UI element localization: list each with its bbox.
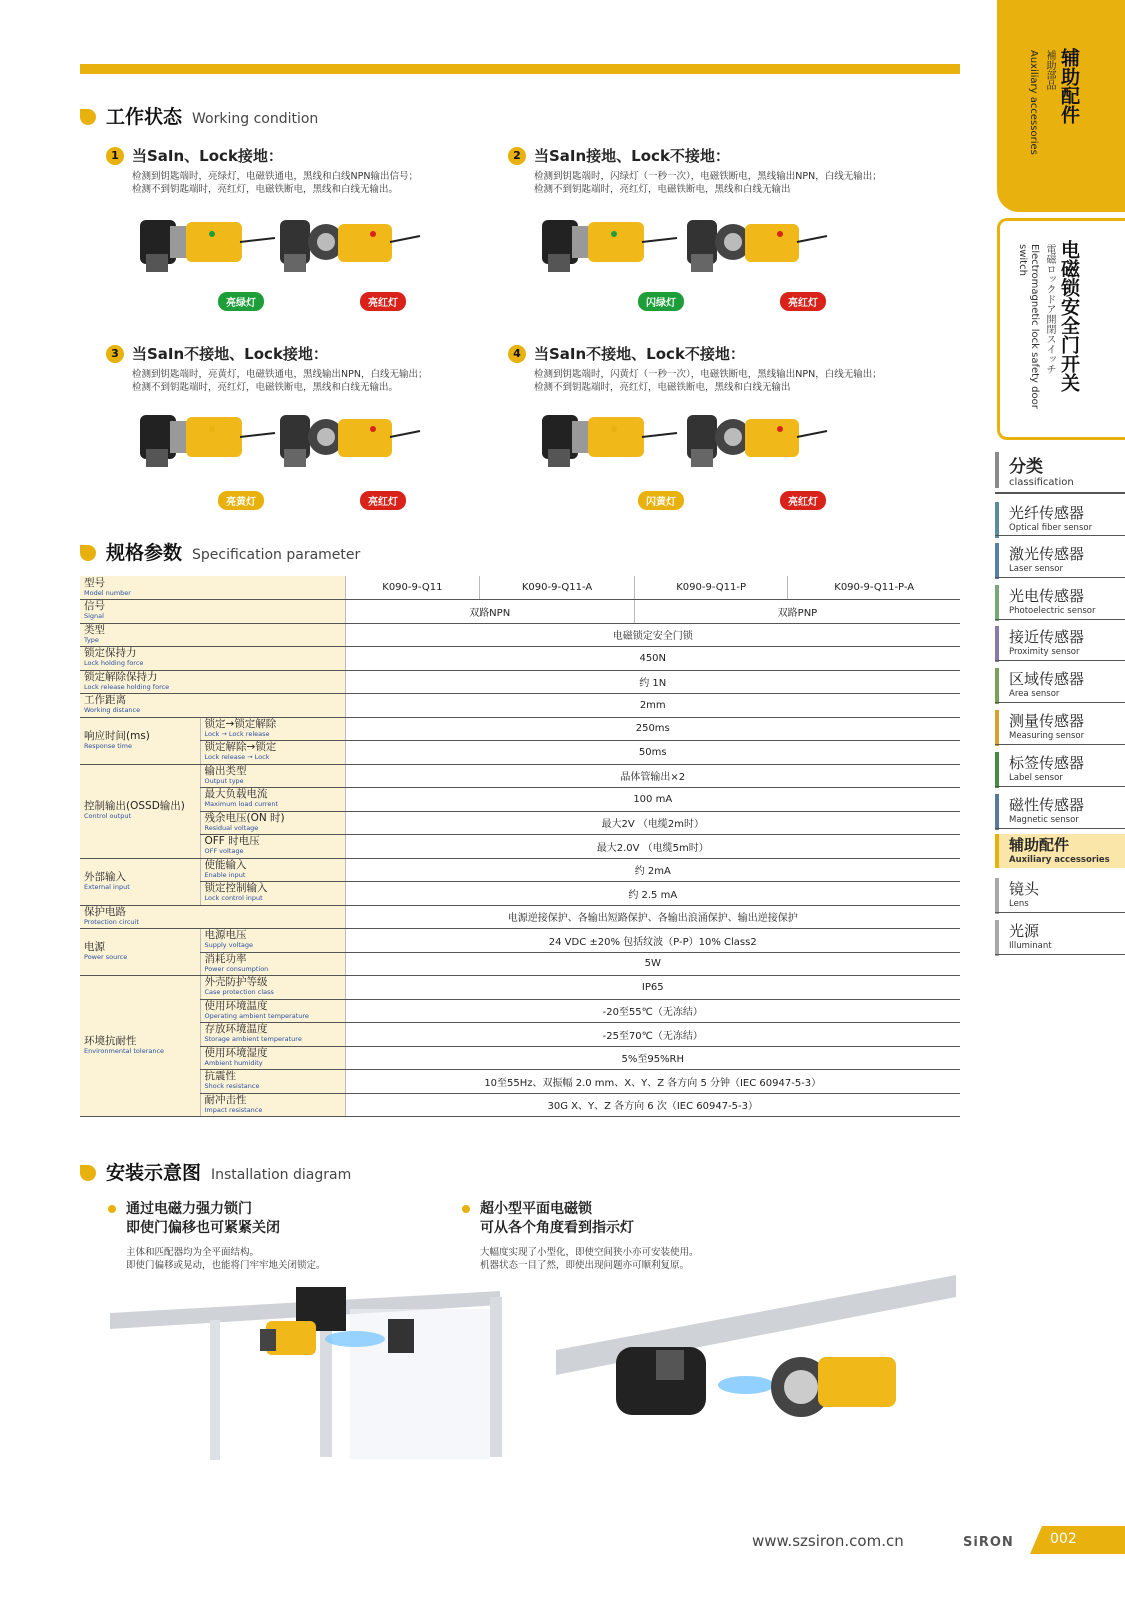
red-light-badge: 亮红灯 [780, 292, 826, 311]
sensor-image [542, 220, 677, 272]
sub-label: 最大负载电流 Maximum load current [200, 788, 345, 812]
bullet-icon [80, 545, 96, 561]
sidebar-label-en: Auxiliary accessories [1009, 855, 1110, 865]
value-cell: 最大2V （电缆2m时） [345, 811, 960, 835]
sidebar-divider [995, 912, 1125, 913]
value-cell: 双路NPN [345, 600, 634, 624]
sidebar-label-en: classification [1009, 477, 1074, 488]
sub-label: 消耗功率 Power consumption [200, 952, 345, 976]
sidebar-label-en: Magnetic sensor [1009, 815, 1079, 825]
category-tab-subtitle-jp: 補助部品 [1044, 50, 1055, 90]
sensor-image [280, 220, 420, 272]
row-label: 类型 Type [80, 623, 345, 647]
product-tab-subtitle-jp: 電磁ロックドア開閉スイッチ [1044, 244, 1055, 374]
sidebar-item-auxiliary-active[interactable] [995, 834, 1125, 868]
sidebar-item-measuring[interactable] [995, 710, 1125, 746]
step-number: 2 [508, 147, 526, 165]
green-light-badge: 亮绿灯 [218, 292, 264, 311]
sidebar-label: 光纤传感器 [1009, 504, 1085, 522]
value-cell: 10至55Hz、双振幅 2.0 mm、X、Y、Z 各方向 5 分钟（IEC 60947-5-3） [345, 1070, 960, 1094]
table-row [80, 882, 960, 906]
condition-1 [106, 145, 526, 196]
value-cell: 约 2.5 mA [345, 882, 960, 906]
sidebar-item-laser[interactable] [995, 543, 1125, 579]
table-row [80, 811, 960, 835]
sidebar-label: 激光传感器 [1009, 545, 1085, 563]
sensor-image [542, 415, 677, 467]
sidebar-divider [995, 954, 1125, 955]
value-cell: -20至55℃（无冻结） [345, 999, 960, 1023]
table-row [80, 694, 960, 718]
table-row [80, 952, 960, 976]
brand-logo: SiRON [963, 1535, 1014, 1550]
sub-label: 锁定→锁定解除 Lock → Lock release [200, 717, 345, 741]
section-title-zh: 工作状态 [106, 106, 183, 128]
value-cell: 约 1N [345, 670, 960, 694]
value-cell: IP65 [345, 976, 960, 1000]
step-number: 4 [508, 345, 526, 363]
install-heading: 通过电磁力强力锁门 [126, 1201, 252, 1217]
row-label: 锁定保持力 Lock holding force [80, 647, 345, 671]
sidebar-label: 接近传感器 [1009, 628, 1085, 646]
sidebar-label-en: Lens [1009, 899, 1029, 909]
page-number-tab [1030, 1526, 1125, 1554]
page-number: 002 [1050, 1531, 1077, 1547]
sidebar-label: 磁性传感器 [1009, 796, 1085, 814]
condition-desc: 检测到钥匙端时，亮黄灯，电磁铁通电，黑线输出NPN，白线无输出； [132, 369, 428, 380]
sidebar-label: 分类 [1009, 457, 1043, 477]
condition-desc: 检测到钥匙端时，闪黄灯（一秒一次），电磁铁断电，黑线输出NPN，白线无输出； [534, 369, 882, 380]
value-cell: 30G X、Y、Z 各方向 6 次（IEC 60947-5-3） [345, 1093, 960, 1117]
row-label: 外部输入 External input [80, 858, 200, 905]
table-row [80, 576, 960, 600]
model-cell: K090-9-Q11-P [634, 576, 788, 600]
install-desc: 即使门偏移或晃动，也能将门牢牢地关闭锁定。 [126, 1260, 326, 1271]
condition-desc: 检测到钥匙端时，闪绿灯（一秒一次），电磁铁断电，黑线输出NPN，白线无输出； [534, 171, 882, 182]
condition-title: 当SaIn不接地、Lock不接地： [534, 345, 745, 363]
category-tab-title: 辅助配件 [1058, 48, 1080, 124]
value-cell: 5%至95%RH [345, 1046, 960, 1070]
sidebar-item-magnetic[interactable] [995, 794, 1125, 830]
sub-label: 存放环境温度 Storage ambient temperature [200, 1023, 345, 1047]
model-cell: K090-9-Q11-P-A [788, 576, 960, 600]
sub-label: 耐冲击性 Impact resistance [200, 1093, 345, 1117]
condition-desc: 检测不到钥匙端时，亮红灯，电磁铁断电，黑线和白线无输出 [534, 382, 791, 393]
bullet-icon [80, 109, 96, 125]
value-cell: 450N [345, 647, 960, 671]
product-tab-title: 电磁锁安全门开关 [1058, 240, 1080, 392]
value-cell: 2mm [345, 694, 960, 718]
condition-title: 当SaIn接地、Lock不接地： [534, 147, 730, 165]
install-right-block [462, 1200, 699, 1272]
sidebar-label: 辅助配件 [1009, 836, 1070, 854]
table-row [80, 858, 960, 882]
table-row [80, 717, 960, 741]
sidebar-label: 标签传感器 [1009, 754, 1085, 772]
yellow-flash-badge: 闪黄灯 [638, 491, 684, 510]
section-title-zh: 规格参数 [106, 542, 183, 564]
table-row [80, 788, 960, 812]
condition-2 [508, 145, 948, 196]
table-row [80, 670, 960, 694]
bullet-icon [80, 1165, 96, 1181]
value-cell: 50ms [345, 741, 960, 765]
row-label: 环境抗耐性 Environmental tolerance [80, 976, 200, 1117]
install-section-title [80, 1158, 351, 1185]
sidebar-item-proximity[interactable] [995, 626, 1125, 662]
bullet-icon [462, 1205, 470, 1213]
table-row [80, 623, 960, 647]
category-tab-subtitle-en: Auxiliary accessories [1028, 50, 1039, 155]
table-row [80, 905, 960, 929]
sensor-image [687, 220, 827, 272]
sidebar-divider [995, 660, 1125, 661]
install-ceiling-image [556, 1275, 956, 1450]
table-row [80, 835, 960, 859]
condition-desc: 检测不到钥匙端时，亮红灯，电磁铁断电，黑线和白线无输出。 [132, 382, 399, 393]
row-label: 信号 Signal [80, 600, 345, 624]
install-desc: 大幅度实现了小型化，即使空间狭小亦可安装使用。 [480, 1247, 699, 1258]
spec-table [80, 576, 960, 1117]
red-light-badge: 亮红灯 [780, 491, 826, 510]
install-left-block [108, 1200, 326, 1272]
table-row [80, 600, 960, 624]
sidebar-item-illuminant[interactable] [995, 920, 1125, 956]
row-label: 型号 Model number [80, 576, 345, 600]
table-row [80, 741, 960, 765]
row-label: 锁定解除保持力 Lock release holding force [80, 670, 345, 694]
row-label: 电源 Power source [80, 929, 200, 976]
value-cell: 双路PNP [634, 600, 960, 624]
table-row [80, 999, 960, 1023]
sidebar-divider [995, 828, 1125, 829]
value-cell: 晶体管输出×2 [345, 764, 960, 788]
condition-title: 当SaIn、Lock接地： [132, 147, 283, 165]
sensor-illustrations [120, 210, 860, 500]
condition-title: 当SaIn不接地、Lock接地： [132, 345, 328, 363]
value-cell: 5W [345, 952, 960, 976]
sidebar-label-en: Laser sensor [1009, 564, 1063, 574]
sidebar-item-optical-fiber[interactable] [995, 502, 1125, 538]
row-label: 响应时间(ms) Response time [80, 717, 200, 764]
sub-label: 抗震性 Shock resistance [200, 1070, 345, 1094]
value-cell: 约 2mA [345, 858, 960, 882]
red-light-badge: 亮红灯 [360, 491, 406, 510]
condition-desc: 检测到钥匙端时，亮绿灯，电磁铁通电，黑线和白线NPN输出信号； [132, 171, 418, 182]
row-label: 控制输出(OSSD输出) Control output [80, 764, 200, 858]
table-row [80, 647, 960, 671]
value-cell: 最大2.0V （电缆5m时） [345, 835, 960, 859]
sidebar-label-en: Label sensor [1009, 773, 1063, 783]
sidebar-item-classification[interactable] [995, 452, 1125, 488]
top-accent-bar [80, 64, 960, 74]
sidebar-divider [995, 535, 1125, 536]
sidebar-item-area[interactable] [995, 668, 1125, 704]
sub-label: 电源电压 Supply voltage [200, 929, 345, 953]
working-section-title [80, 102, 318, 129]
section-title-zh: 安装示意图 [106, 1162, 202, 1184]
row-label: 保护电路 Protection circuit [80, 905, 345, 929]
sub-label: 使用环境温度 Operating ambient temperature [200, 999, 345, 1023]
section-title-en: Working condition [192, 111, 319, 127]
sub-label: 外壳防护等级 Case protection class [200, 976, 345, 1000]
model-cell: K090-9-Q11-A [480, 576, 635, 600]
sidebar-divider [995, 577, 1125, 578]
table-row [80, 929, 960, 953]
value-cell: 电磁锁定安全门锁 [345, 623, 960, 647]
sidebar-divider [995, 619, 1125, 620]
install-heading: 即使门偏移也可紧紧关闭 [126, 1220, 280, 1236]
value-cell: 250ms [345, 717, 960, 741]
row-label: 工作距离 Working distance [80, 694, 345, 718]
sidebar-item-label[interactable] [995, 752, 1125, 788]
sidebar-label: 区域传感器 [1009, 670, 1085, 688]
sidebar-divider [995, 492, 1125, 494]
step-number: 3 [106, 345, 124, 363]
sub-label: 输出类型 Output type [200, 764, 345, 788]
model-cell: K090-9-Q11 [345, 576, 480, 600]
sub-label: 残余电压(ON 时) Residual voltage [200, 811, 345, 835]
sidebar-label-en: Optical fiber sensor [1009, 523, 1093, 533]
sensor-image [140, 220, 275, 272]
table-row [80, 976, 960, 1000]
sub-label: 使用环境湿度 Ambient humidity [200, 1046, 345, 1070]
sub-label: 锁定解除→锁定 Lock release → Lock [200, 741, 345, 765]
sidebar-label: 光电传感器 [1009, 587, 1085, 605]
install-desc: 机器状态一目了然，即使出现问题亦可顺利复原。 [480, 1260, 690, 1271]
table-row [80, 1070, 960, 1094]
table-row [80, 764, 960, 788]
step-number: 1 [106, 147, 124, 165]
sidebar-divider [995, 786, 1125, 787]
install-heading: 可从各个角度看到指示灯 [480, 1220, 634, 1236]
sensor-image [687, 415, 827, 467]
sidebar-item-lens[interactable] [995, 878, 1125, 914]
sub-label: 使能输入 Enable input [200, 858, 345, 882]
spec-section-title [80, 538, 360, 565]
condition-desc: 检测不到钥匙端时，亮红灯，电磁铁断电，黑线和白线无输出 [534, 184, 791, 195]
red-light-badge: 亮红灯 [360, 292, 406, 311]
sidebar-label-en: Photoelectric sensor [1009, 606, 1096, 616]
install-desc: 主体和匹配器均为全平面结构。 [126, 1247, 260, 1258]
value-cell: 24 VDC ±20% 包括纹波（P-P）10% Class2 [345, 929, 960, 953]
install-door-frame-image [110, 1285, 520, 1460]
sidebar-label-en: Proximity sensor [1009, 647, 1080, 657]
value-cell: 100 mA [345, 788, 960, 812]
website-url[interactable]: www.szsiron.com.cn [752, 1532, 904, 1550]
yellow-light-badge: 亮黄灯 [218, 491, 264, 510]
install-heading: 超小型平面电磁锁 [480, 1201, 592, 1217]
table-row [80, 1093, 960, 1117]
sidebar-label-en: Measuring sensor [1009, 731, 1085, 741]
sidebar-label: 镜头 [1009, 880, 1040, 898]
section-title-en: Installation diagram [211, 1167, 352, 1183]
sidebar-label-en: Illuminant [1009, 941, 1052, 951]
section-title-en: Specification parameter [192, 547, 361, 563]
value-cell: -25至70℃（无冻结） [345, 1023, 960, 1047]
sidebar-label: 测量传感器 [1009, 712, 1085, 730]
sidebar-divider [995, 702, 1125, 703]
sidebar-label-en: Area sensor [1009, 689, 1060, 699]
sidebar-divider [995, 744, 1125, 745]
sub-label: 锁定控制输入 Lock control input [200, 882, 345, 906]
table-row [80, 1023, 960, 1047]
sensor-image [140, 415, 275, 467]
value-cell: 电源逆接保护、各输出短路保护、各输出浪涌保护、输出逆接保护 [345, 905, 960, 929]
sensor-image [280, 415, 420, 467]
condition-desc: 检测不到钥匙端时，亮红灯，电磁铁断电，黑线和白线无输出。 [132, 184, 399, 195]
sub-label: OFF 时电压 OFF voltage [200, 835, 345, 859]
product-tab-subtitle-en: Electromagnetic lock safety door switch [1017, 244, 1040, 409]
sidebar-label: 光源 [1009, 922, 1040, 940]
bullet-icon [108, 1205, 116, 1213]
table-row [80, 1046, 960, 1070]
sidebar-item-photoelectric[interactable] [995, 585, 1125, 621]
green-flash-badge: 闪绿灯 [638, 292, 684, 311]
